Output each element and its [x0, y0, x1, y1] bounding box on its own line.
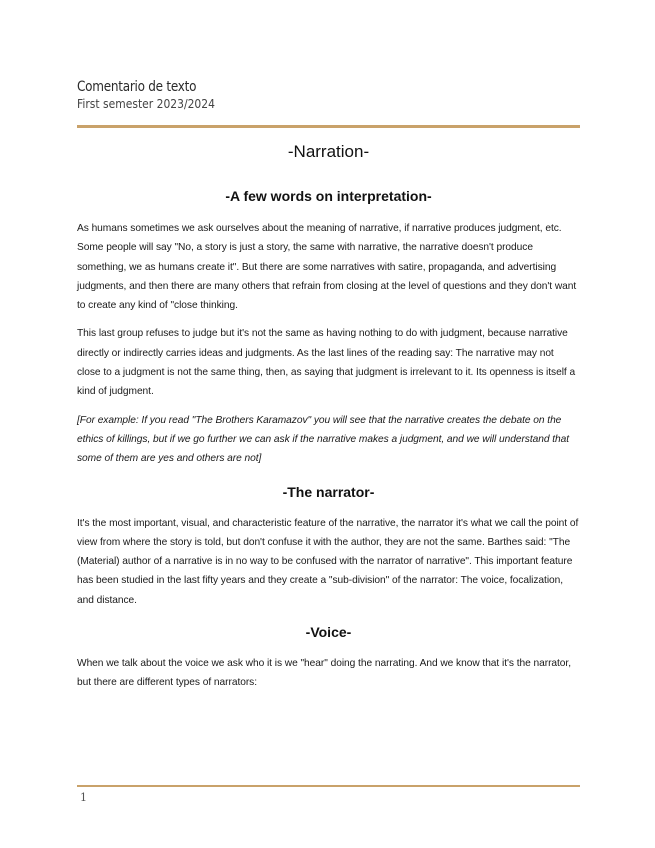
- footer-divider: [77, 785, 580, 787]
- paragraph-example: [For example: If you read "The Brothers Karamazov" you will see that the narrative creates the debate on the ethics of killings, but if we go further we can ask if the narrative makes a judgment, and we will understand that some of them are yes and others are not]: [77, 414, 570, 465]
- paragraph-4: It's the most important, visual, and characteristic feature of the narrative, the narrator it's what we call the point of view from where the story is told, but don't confuse it with the author, they are not the same. Barthes said: "The (Material) author of a narrative is in no way to be confused with the narrator of narrative". This important feature has been studied in the last fifty years and they create a "sub-division" of the narrator: The voice, focalization, and distance.: [77, 517, 579, 606]
- section-heading-voice: -Voice-: [305, 624, 352, 641]
- document-title: Comentario de texto: [77, 79, 197, 95]
- header-divider: [77, 125, 580, 128]
- document-header: [77, 78, 580, 112]
- main-heading: -Narration-: [287, 142, 370, 161]
- document-subtitle: First semester 2023/2024: [77, 96, 215, 111]
- paragraph-2: This last group refuses to judge but it's not the same as having nothing to do with judgment, because narrative directly or indirectly carries ideas and judgments. As the last lines of the reading say: The narrative may not close to a judgment is not the same thing, then, as saying that judgment is irrelevant to it. Its openness is itself a kind of judgment.: [77, 328, 576, 398]
- section-heading-narrator: -The narrator-: [282, 483, 375, 500]
- page-number: 1: [80, 791, 87, 804]
- paragraph-5: When we talk about the voice we ask who it is we "hear" doing the narrating. And we know that it's the narrator, but there are different types of narrators:: [77, 658, 571, 689]
- document-body: [77, 138, 580, 693]
- paragraph-1: As humans sometimes we ask ourselves about the meaning of narrative, if narrative produces judgment, etc. Some people will say "No, a story is just a story, the same with narrative, the narrative doesn't produce something, we as humans create it". But there are some narratives with satire, propaganda, and advertising judgments, and then there are many others that refrain from closing at the level of questions and they don't want to create any kind of "close thinking.: [77, 223, 577, 312]
- section-heading-interpretation: -A few words on interpretation-: [225, 188, 432, 204]
